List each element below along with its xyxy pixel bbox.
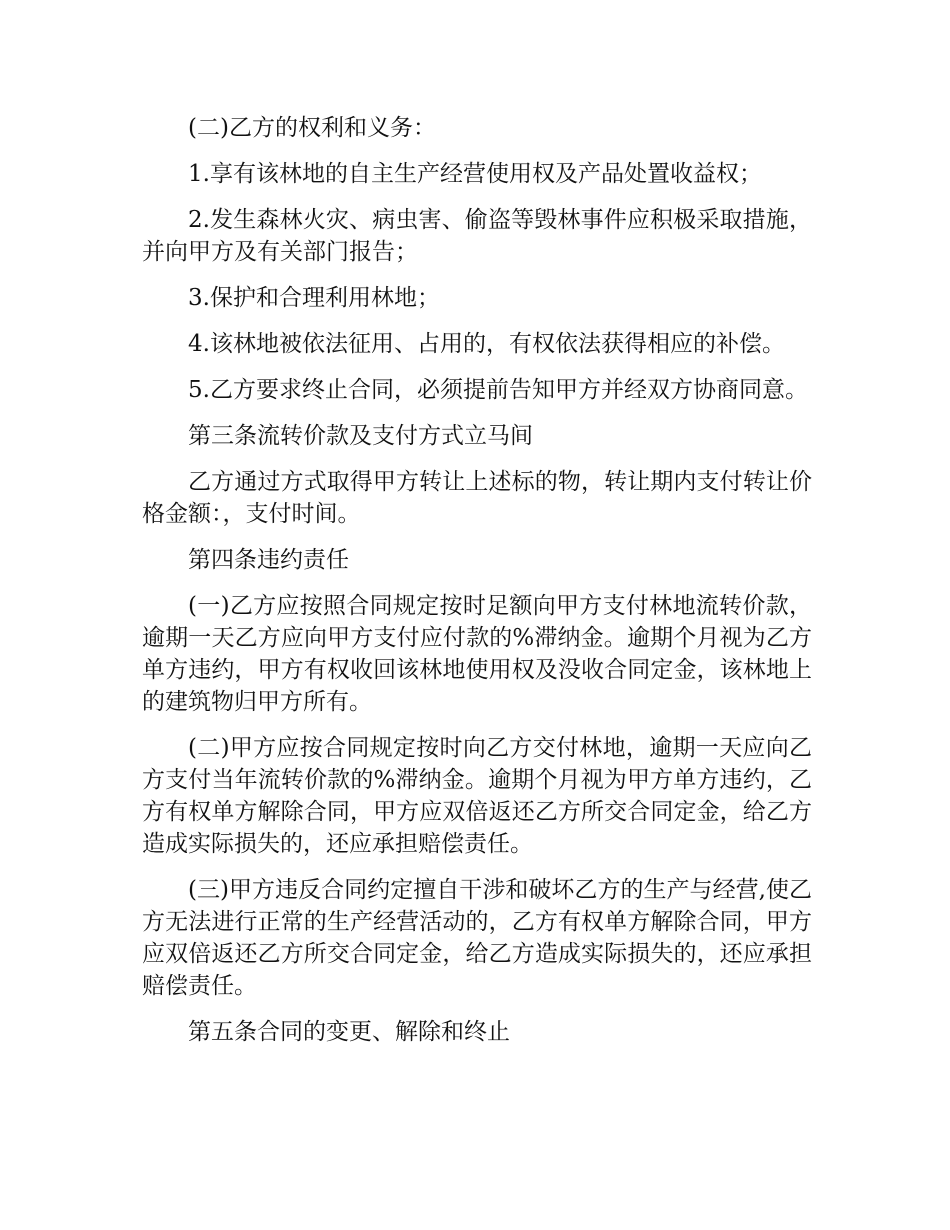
body-paragraph: (三)甲方违反合同约定擅自干涉和破坏乙方的生产与经营,使乙方无法进行正常的生产经营活动的，乙方有权单方解除合同，甲方应双倍返还乙方所交合同定金，给乙方造成实际损失的，还应承担赔偿责任。 bbox=[142, 877, 812, 999]
document-body bbox=[142, 112, 812, 1062]
body-paragraph: 乙方通过方式取得甲方转让上述标的物，转让期内支付转让价格金额：，支付时间。 bbox=[142, 469, 812, 527]
list-item: 5.乙方要求终止合同，必须提前告知甲方并经双方协商同意。 bbox=[188, 377, 808, 403]
body-paragraph: (二)甲方应按合同规定按时向乙方交付林地，逾期一天应向乙方支付当年流转价款的%滞纳金。逾期个月视为甲方单方违约，乙方有权单方解除合同，甲方应双倍返还乙方所交合同定金，给乙方造成实际损失的，还应承担赔偿责任。 bbox=[142, 735, 812, 857]
article-heading-liability: 第四条违约责任 bbox=[188, 547, 349, 573]
list-item: 1.享有该林地的自主生产经营使用权及产品处置收益权； bbox=[188, 161, 762, 187]
list-item: 2.发生森林火灾、病虫害、偷盗等毁林事件应积极采取措施，并向甲方及有关部门报告； bbox=[142, 207, 812, 265]
body-paragraph: (一)乙方应按照合同规定按时足额向甲方支付林地流转价款，逾期一天乙方应向甲方支付应付款的%滞纳金。逾期个月视为乙方单方违约，甲方有权收回该林地使用权及没收合同定金，该林地上的建筑物归甲方所有。 bbox=[142, 593, 812, 715]
section-heading-party-b-rights: (二)乙方的权利和义务： bbox=[188, 115, 436, 141]
article-heading-termination: 第五条合同的变更、解除和终止 bbox=[188, 1019, 510, 1045]
list-item: 3.保护和合理利用林地； bbox=[188, 285, 440, 311]
article-heading-payment: 第三条流转价款及支付方式立马间 bbox=[188, 423, 533, 449]
list-item: 4.该林地被依法征用、占用的，有权依法获得相应的补偿。 bbox=[188, 331, 785, 357]
